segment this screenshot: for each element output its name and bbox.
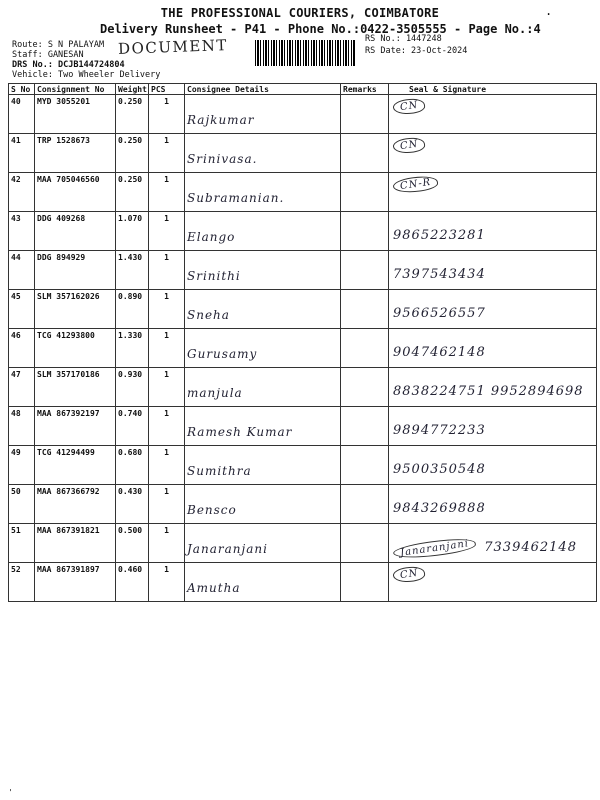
consignee-name: Sumithra [187,464,252,478]
remarks-cell [341,134,389,173]
signature-mark [393,489,486,516]
signature-cell [389,212,597,251]
remarks-cell [341,212,389,251]
signature-cell [389,95,597,134]
signature-mark [393,216,486,243]
weight-cell: 0.250 [116,95,149,134]
consignee-cell [185,485,341,524]
signature-scribble: CN [392,565,426,584]
drs-label: DRS No.: DCJB144724804 [12,60,125,70]
runsheet-meta-right [365,33,467,57]
consignment-cell: TCG 41293800 [35,329,116,368]
table-row [9,563,597,602]
table-row [9,134,597,173]
table-row [9,368,597,407]
weight-cell: 0.930 [116,368,149,407]
consignment-cell: MAA 705046560 [35,173,116,212]
weight-cell: 1.330 [116,329,149,368]
phone-number: 9894772233 [393,423,486,438]
consignment-cell: MAA 867392197 [35,407,116,446]
remarks-cell [341,407,389,446]
pcs-cell: 1 [149,95,185,134]
consignee-cell [185,524,341,563]
signature-mark [393,411,486,438]
phone-number: 9047462148 [393,345,486,360]
consignment-cell: MAA 867391821 [35,524,116,563]
consignee-name: Gurusamy [187,347,258,361]
phone-number: 9566526557 [393,306,486,321]
consignment-cell: DDG 409268 [35,212,116,251]
signature-cell [389,251,597,290]
consignment-cell: MAA 867366792 [35,485,116,524]
consignee-cell [185,251,341,290]
table-row [9,173,597,212]
signature-mark [393,372,584,399]
remarks-cell [341,173,389,212]
handwritten-document-note: DOCUMENT [117,36,229,58]
table-row [9,290,597,329]
weight-cell: 1.430 [116,251,149,290]
pcs-cell: 1 [149,485,185,524]
signature-cell [389,446,597,485]
remarks-cell [341,329,389,368]
pcs-cell: 1 [149,134,185,173]
signature-mark [393,333,486,360]
table-row [9,329,597,368]
pcs-cell: 1 [149,251,185,290]
col-header-consignee: Consignee Details [185,84,341,95]
col-header-weight: Weight [116,84,149,95]
phone-number: 8838224751 9952894698 [393,384,584,399]
consignee-cell [185,563,341,602]
sno-cell: 45 [9,290,35,329]
table-row [9,446,597,485]
consignee-cell [185,368,341,407]
consignee-name: Bensco [187,503,237,517]
remarks-cell [341,563,389,602]
consignee-name: Janaranjani [187,542,268,556]
pcs-cell: 1 [149,407,185,446]
remarks-cell [341,251,389,290]
signature-mark [393,450,486,477]
signature-cell [389,173,597,212]
sno-cell: 43 [9,212,35,251]
route-label: Route: S N PALAYAM [12,40,105,50]
pcs-cell: 1 [149,329,185,368]
consignee-name: Amutha [187,581,241,595]
consignment-cell: TRP 1528673 [35,134,116,173]
sno-cell: 41 [9,134,35,173]
signature-scribble: CN-R [392,174,439,195]
table-header-row [9,84,597,95]
table-row [9,524,597,563]
signature-scribble: CN [392,97,426,116]
staff-label: Staff: GANESAN [12,50,84,60]
phone-number: 9843269888 [393,501,486,516]
signature-cell [389,524,597,563]
signature-mark [393,138,425,153]
table-row [9,407,597,446]
pcs-cell: 1 [149,446,185,485]
consignee-cell [185,329,341,368]
weight-cell: 0.740 [116,407,149,446]
consignee-name: Ramesh Kumar [187,425,293,439]
weight-cell: 1.070 [116,212,149,251]
consignee-name: manjula [187,386,243,400]
footer-mark: ' [8,788,13,797]
weight-cell: 0.250 [116,134,149,173]
consignee-cell [185,95,341,134]
runsheet-subtitle: Delivery Runsheet - P41 - Phone No.:0422-3505555 - Page No.:4 [100,22,541,36]
sno-cell: 51 [9,524,35,563]
pcs-cell: 1 [149,524,185,563]
consignee-name: Subramanian. [187,191,285,205]
weight-cell: 0.500 [116,524,149,563]
remarks-cell [341,368,389,407]
consignment-cell: SLM 357170186 [35,368,116,407]
remarks-cell [341,290,389,329]
table-row [9,95,597,134]
consignment-cell: MAA 867391897 [35,563,116,602]
sno-cell: 47 [9,368,35,407]
consignment-cell: MYD 3055201 [35,95,116,134]
signature-cell [389,407,597,446]
table-row [9,251,597,290]
weight-cell: 0.890 [116,290,149,329]
signature-cell [389,563,597,602]
col-header-consignment: Consignment No [35,84,116,95]
consignment-cell: SLM 357162026 [35,290,116,329]
pcs-cell: 1 [149,563,185,602]
sno-cell: 40 [9,95,35,134]
signature-scribble: Janaranjani [392,535,477,561]
col-header-signature: Seal & Signature [389,84,597,95]
company-title: THE PROFESSIONAL COURIERS, COIMBATORE [160,6,440,20]
pcs-cell: 1 [149,290,185,329]
signature-mark [393,99,425,114]
col-header-sno: S No [9,84,35,95]
consignee-cell [185,290,341,329]
signature-mark [393,255,486,282]
weight-cell: 0.250 [116,173,149,212]
consignment-cell: TCG 41294499 [35,446,116,485]
weight-cell: 0.460 [116,563,149,602]
sno-cell: 49 [9,446,35,485]
consignee-name: Srinithi [187,269,241,283]
table-row [9,485,597,524]
sno-cell: 46 [9,329,35,368]
col-header-remarks: Remarks [341,84,389,95]
consignee-cell [185,173,341,212]
phone-number: 9865223281 [393,228,486,243]
phone-number: 7339462148 [484,540,577,555]
remarks-cell [341,95,389,134]
pcs-cell: 1 [149,368,185,407]
runsheet-rows [9,95,597,602]
rs-number: RS No.: 1447248 [365,34,442,44]
consignee-cell [185,446,341,485]
phone-number: 7397543434 [393,267,486,282]
consignee-cell [185,407,341,446]
sno-cell: 48 [9,407,35,446]
signature-cell [389,290,597,329]
barcode-icon [255,40,355,66]
vehicle-label: Vehicle: Two Wheeler Delivery [12,70,161,80]
consignee-cell [185,212,341,251]
sno-cell: 44 [9,251,35,290]
sno-cell: 42 [9,173,35,212]
rs-date: RS Date: 23-Oct-2024 [365,46,468,56]
consignee-name: Srinivasa. [187,152,258,166]
sno-cell: 52 [9,563,35,602]
corner-mark: . [545,4,553,18]
pcs-cell: 1 [149,212,185,251]
signature-mark [393,567,425,582]
remarks-cell [341,524,389,563]
runsheet-table [8,83,597,602]
signature-cell [389,368,597,407]
signature-cell [389,134,597,173]
sno-cell: 50 [9,485,35,524]
remarks-cell [341,485,389,524]
weight-cell: 0.680 [116,446,149,485]
weight-cell: 0.430 [116,485,149,524]
signature-mark [393,177,438,192]
signature-cell [389,485,597,524]
col-header-pcs: PCS [149,84,185,95]
consignee-name: Rajkumar [187,113,255,127]
signature-scribble: CN [392,136,426,155]
table-row [9,212,597,251]
signature-cell [389,329,597,368]
signature-mark [393,294,486,321]
consignee-name: Sneha [187,308,230,322]
consignee-name: Elango [187,230,236,244]
pcs-cell: 1 [149,173,185,212]
phone-number: 9500350548 [393,462,486,477]
consignment-cell: DDG 894929 [35,251,116,290]
consignee-cell [185,134,341,173]
remarks-cell [341,446,389,485]
signature-mark [393,528,577,559]
